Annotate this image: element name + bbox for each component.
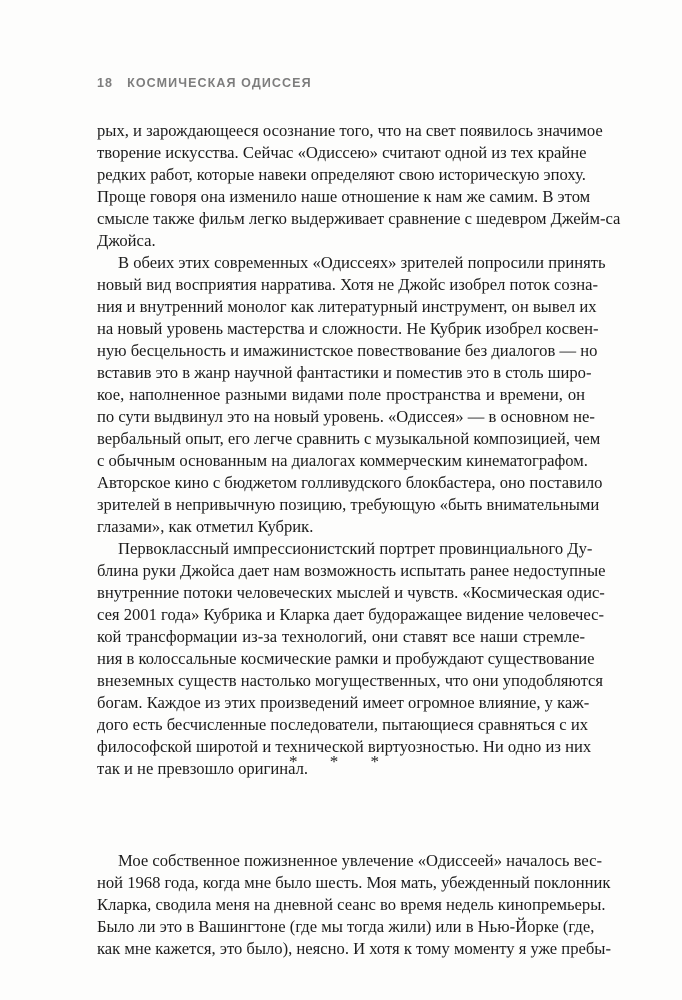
- text-line: с обычным основанным на диалогах коммерческим кинематографом.: [97, 451, 588, 470]
- text-line: глазами», как отметил Кубрик.: [97, 517, 314, 536]
- text-line: вставив это в жанр научной фантастики и поместив это в столь широ-: [97, 363, 592, 382]
- text-line: зрителей в непривычную позицию, требующую «быть внимательными: [97, 495, 600, 514]
- text-line: так и не превзошло оригинал.: [97, 759, 309, 778]
- text-line: как мне кажется, это было), неясно. И хотя к тому моменту я уже пребы-: [97, 939, 611, 958]
- text-line: редких работ, которые навеки определяют свою историческую эпоху.: [97, 165, 586, 184]
- text-line: Первоклассный импрессионистский портрет провинциального Ду-: [118, 539, 593, 558]
- text-line: Было ли это в Вашингтоне (где мы тогда жили) или в Нью-Йорке (где,: [97, 917, 595, 936]
- text-line: Мое собственное пожизненное увлечение «Одиссеей» началось вес-: [118, 851, 603, 870]
- running-title: КОСМИЧЕСКАЯ ОДИССЕЯ: [127, 76, 312, 90]
- text-line: Джойса.: [97, 231, 156, 250]
- text-line: философской широтой и технической виртуозностью. Ни одно из них: [97, 737, 592, 756]
- text-line: внутренние потоки человеческих мыслей и чувств. «Космическая одис-: [97, 583, 605, 602]
- text-line: рых, и зарождающееся осознание того, что на свет появилось значимое: [97, 121, 603, 140]
- text-line: Авторское кино с бюджетом голливудского блокбастера, оно поставило: [97, 473, 603, 492]
- section-separator: * * *: [289, 752, 393, 771]
- text-line: вербальный опыт, его легче сравнить с музыкальной композицией, чем: [97, 429, 601, 448]
- text-line: Кларка, сводила меня на дневной сеанс во время недель кинопремьеры.: [97, 895, 606, 914]
- page-number: 18: [97, 76, 114, 90]
- text-line: кое, наполненное разными видами поле пространства и времени, он: [97, 385, 585, 404]
- text-line: творение искусства. Сейчас «Одиссею» считают одной из тех крайне: [97, 143, 587, 162]
- text-line: Проще говоря она изменило наше отношение к нам же самим. В этом: [97, 187, 591, 206]
- text-line: ной 1968 года, когда мне было шесть. Моя мать, убежденный поклонник: [97, 873, 611, 892]
- text-line: блина руки Джойса дает нам возможность испытать ранее недоступные: [97, 561, 606, 580]
- text-line: сея 2001 года» Кубрика и Кларка дает будоражащее видение человечес-: [97, 605, 605, 624]
- text-line: смысле также фильм легко выдерживает сравнение с шедевром Джейм-са: [97, 209, 621, 228]
- text-line: внеземных существ настолько могущественных, что они уподобляются: [97, 671, 604, 690]
- text-line: ния в колоссальные космические рамки и пробуждают существование: [97, 649, 595, 668]
- text-line: ния и внутренний монолог как литературный инструмент, он вывел их: [97, 297, 597, 316]
- running-head: [97, 76, 312, 90]
- text-line: ную бесцельность и имажинистское повествование без диалогов — но: [97, 341, 598, 360]
- text-line: кой трансформации из-за технологий, они ставят все наши стремле-: [97, 627, 585, 646]
- text-line: на новый уровень мастерства и сложности. Не Кубрик изобрел косвен-: [97, 319, 599, 338]
- text-line: дого есть бесчисленные последователи, пытающиеся сравняться с их: [97, 715, 588, 734]
- text-line: богам. Каждое из этих произведений имеет огромное влияние, у каж-: [97, 693, 590, 712]
- text-line: новый вид восприятия нарратива. Хотя не Джойс изобрел поток созна-: [97, 275, 599, 294]
- text-line: В обеих этих современных «Одиссеях» зрителей попросили принять: [118, 253, 606, 272]
- text-line: по сути выдвинул это на новый уровень. «Одиссея» — в основном не-: [97, 407, 595, 426]
